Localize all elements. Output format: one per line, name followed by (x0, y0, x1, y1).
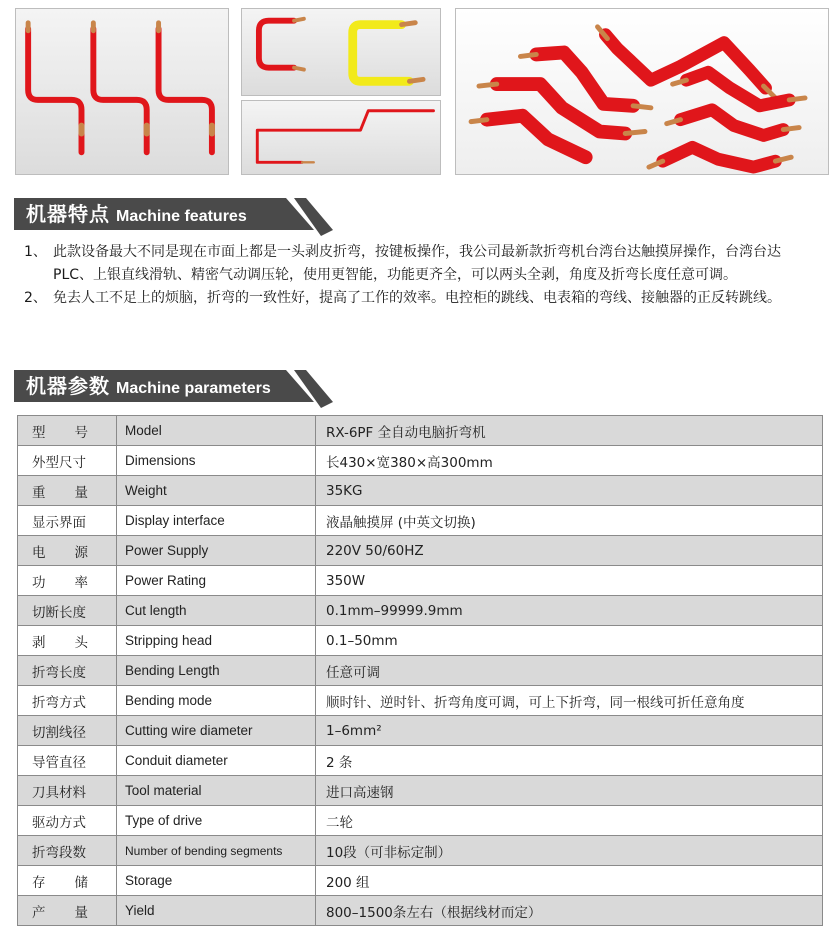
param-label-zh-text: 折弯长度 (32, 664, 86, 681)
param-label-en: Display interface (117, 506, 316, 536)
table-row (18, 566, 823, 596)
param-label-zh (18, 626, 117, 656)
feature-item (24, 241, 814, 287)
param-label-zh (18, 776, 117, 806)
param-value: 2 条 (316, 746, 823, 776)
param-value: 长430×宽380×高300mm (316, 446, 823, 476)
param-label-zh (18, 836, 117, 866)
param-label-zh-char: 头 (74, 634, 88, 651)
photo-u-shaped-wires (241, 8, 441, 96)
param-label-zh-text: 折弯段数 (32, 844, 86, 861)
param-value: 35KG (316, 476, 823, 506)
param-label-zh-char: 功 (32, 574, 46, 591)
param-label-zh-text: 显示界面 (32, 514, 86, 531)
param-label-zh-text: 驱动方式 (32, 814, 86, 831)
feature-number: 1、 (24, 244, 47, 260)
table-row (18, 776, 823, 806)
feature-text: 此款设备最大不同是现在市面上都是一头剥皮折弯，按键板操作，我公司最新款折弯机台湾台达触摸屏操作，台湾台达PLC、上银直线滑轨、精密气动调压轮，使用更智能，功能更齐全，可以两头全剥，角度及折弯长度任意可调。 (53, 244, 781, 283)
table-row (18, 626, 823, 656)
param-label-en: Number of bending segments (117, 836, 316, 866)
param-value: 350W (316, 566, 823, 596)
param-label-zh-char: 电 (32, 544, 46, 561)
param-label-zh-char: 产 (32, 904, 46, 921)
params-title-zh: 机器参数 (26, 374, 110, 398)
param-label-zh-text: 切割线径 (32, 724, 86, 741)
param-value: 220V 50/60HZ (316, 536, 823, 566)
param-value: 0.1–50mm (316, 626, 823, 656)
param-label-zh-text: 切断长度 (32, 604, 86, 621)
photo-long-bent-wire (241, 100, 441, 175)
param-label-zh-char: 存 (32, 874, 46, 891)
feature-number: 2、 (24, 290, 47, 306)
param-label-zh (18, 896, 117, 926)
param-value: 任意可调 (316, 656, 823, 686)
param-value: 进口高速钢 (316, 776, 823, 806)
param-label-en: Stripping head (117, 626, 316, 656)
features-list (24, 241, 814, 310)
table-row (18, 506, 823, 536)
param-label-zh-text: 折弯方式 (32, 694, 86, 711)
params-table (17, 415, 823, 926)
param-label-zh (18, 686, 117, 716)
param-label-en: Bending Length (117, 656, 316, 686)
table-row (18, 536, 823, 566)
param-label-zh (18, 506, 117, 536)
param-label-en: Tool material (117, 776, 316, 806)
param-label-en: Conduit diameter (117, 746, 316, 776)
param-label-en: Cut length (117, 596, 316, 626)
param-value: 10段（可非标定制） (316, 836, 823, 866)
param-label-zh-text: 导管直径 (32, 754, 86, 771)
param-label-zh-char: 号 (74, 424, 88, 441)
table-row (18, 746, 823, 776)
param-label-en: Cutting wire diameter (117, 716, 316, 746)
table-row (18, 716, 823, 746)
features-title-zh: 机器特点 (26, 202, 110, 226)
table-row (18, 446, 823, 476)
feature-item (24, 287, 814, 310)
param-label-zh-char: 量 (74, 484, 88, 501)
param-label-en: Power Supply (117, 536, 316, 566)
param-label-zh (18, 716, 117, 746)
param-label-zh (18, 806, 117, 836)
param-label-zh-char: 量 (74, 904, 88, 921)
features-header (14, 198, 333, 236)
param-label-zh (18, 596, 117, 626)
param-value: 二轮 (316, 806, 823, 836)
feature-text: 免去人工不足上的烦脑，折弯的一致性好，提高了工作的效率。电控柜的跳线、电表箱的弯线、接触器的正反转跳线。 (53, 290, 781, 306)
param-label-zh-char: 型 (32, 424, 46, 441)
param-label-zh-text: 外型尺寸 (32, 454, 86, 471)
param-label-zh (18, 746, 117, 776)
param-label-zh (18, 446, 117, 476)
param-label-zh (18, 416, 117, 446)
params-header (14, 370, 333, 408)
param-value: 液晶触摸屏 (中英文切换) (316, 506, 823, 536)
param-label-en: Storage (117, 866, 316, 896)
param-label-en: Power Rating (117, 566, 316, 596)
table-row (18, 596, 823, 626)
param-label-en: Yield (117, 896, 316, 926)
param-value: 800–1500条左右（根据线材而定） (316, 896, 823, 926)
features-title-en: Machine features (116, 208, 247, 225)
param-label-zh (18, 536, 117, 566)
param-label-zh-char: 重 (32, 484, 46, 501)
param-label-zh (18, 476, 117, 506)
table-row (18, 836, 823, 866)
param-label-en: Dimensions (117, 446, 316, 476)
table-row (18, 866, 823, 896)
table-row (18, 806, 823, 836)
param-label-zh-char: 储 (74, 874, 88, 891)
table-row (18, 476, 823, 506)
param-label-zh (18, 566, 117, 596)
param-label-zh (18, 656, 117, 686)
param-value: 1–6mm² (316, 716, 823, 746)
param-label-en: Type of drive (117, 806, 316, 836)
param-label-en: Model (117, 416, 316, 446)
param-label-zh-char: 剥 (32, 634, 46, 651)
param-label-zh-text: 刀具材料 (32, 784, 86, 801)
param-value: 顺时针、逆时针、折弯角度可调，可上下折弯，同一根线可折任意角度 (316, 686, 823, 716)
photo-three-bent-wires (15, 8, 229, 175)
param-value: 200 组 (316, 866, 823, 896)
param-label-zh-char: 源 (74, 544, 88, 561)
table-row (18, 656, 823, 686)
table-row (18, 686, 823, 716)
param-value: 0.1mm–99999.9mm (316, 596, 823, 626)
param-label-zh (18, 866, 117, 896)
param-label-en: Bending mode (117, 686, 316, 716)
table-row (18, 416, 823, 446)
param-label-en: Weight (117, 476, 316, 506)
param-value: RX-6PF 全自动电脑折弯机 (316, 416, 823, 446)
params-title-en: Machine parameters (116, 380, 271, 397)
param-label-zh-char: 率 (74, 574, 88, 591)
table-row (18, 896, 823, 926)
photo-bent-copper-busbars (455, 8, 829, 175)
